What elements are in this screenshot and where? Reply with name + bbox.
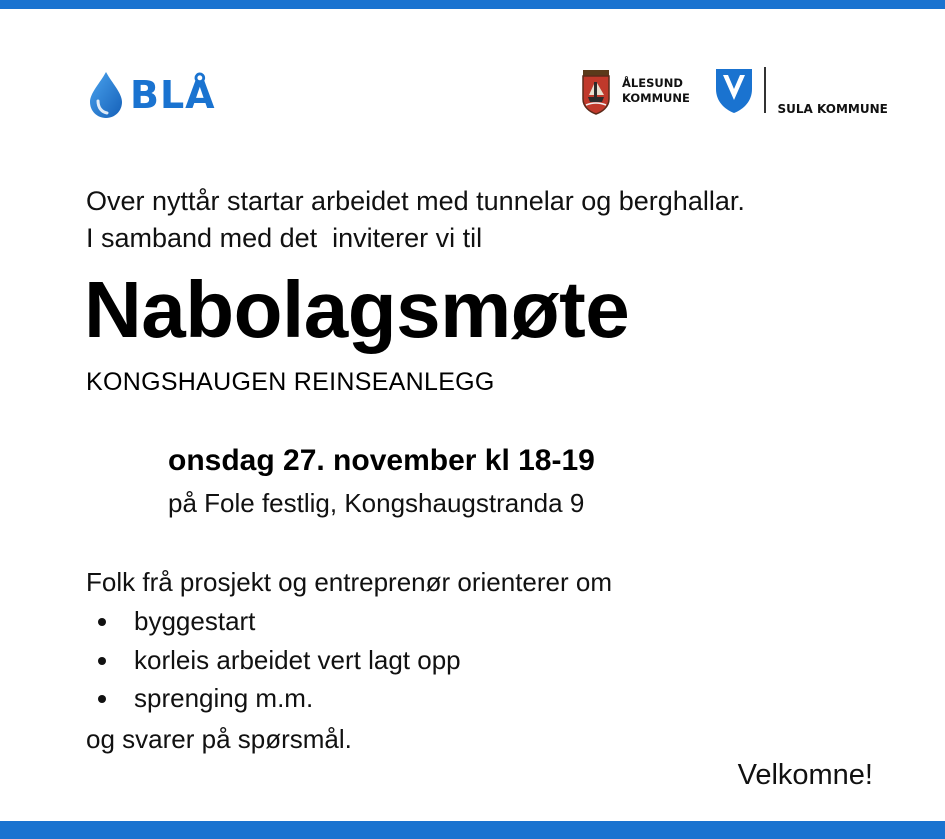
list-item [86, 602, 461, 641]
aalesund-kommune-logo [580, 67, 690, 115]
topic-label: byggestart [134, 606, 256, 636]
bullet-icon [98, 657, 106, 665]
topic-label: sprenging m.m. [134, 683, 314, 713]
bullet-icon [98, 618, 106, 626]
aalesund-name-line1: ÅLESUND [622, 76, 683, 90]
page-title: Nabolagsmøte [84, 265, 630, 354]
list-item [86, 641, 461, 680]
closing-text: og svarer på spørsmål. [86, 724, 352, 754]
event-venue: på Fole festlig, Kongshaugstranda 9 [168, 488, 585, 518]
topic-list [86, 602, 461, 718]
bla-wordmark: BLÅ [130, 73, 216, 117]
logo-divider [764, 67, 766, 113]
aalesund-crest-icon [580, 67, 612, 115]
sula-name: SULA KOMMUNE [777, 102, 888, 116]
event-date: onsdag 27. november kl 18-19 [168, 444, 595, 477]
bla-logo [88, 70, 216, 120]
page-subtitle: KONGSHAUGEN REINSEANLEGG [86, 368, 495, 396]
intro-line-1: Over nyttår startar arbeidet med tunnelar og berghallar. [86, 186, 745, 216]
bullet-icon [98, 695, 106, 703]
aalesund-name-line2: KOMMUNE [622, 91, 690, 105]
list-item [86, 679, 461, 718]
topic-label: korleis arbeidet vert lagt opp [134, 644, 461, 675]
welcome-text: Velkomne! [737, 759, 873, 791]
aalesund-name [622, 76, 690, 106]
intro-text [86, 183, 745, 257]
intro-line-2: I samband med det inviterer vi til [86, 223, 483, 253]
sula-shield-icon [714, 67, 754, 115]
info-intro: Folk frå prosjekt og entreprenør orienterer om [86, 567, 612, 597]
sula-kommune-logo [714, 67, 888, 116]
bottom-accent-bar [0, 821, 945, 839]
water-drop-icon [88, 71, 124, 119]
top-accent-bar [0, 0, 945, 9]
